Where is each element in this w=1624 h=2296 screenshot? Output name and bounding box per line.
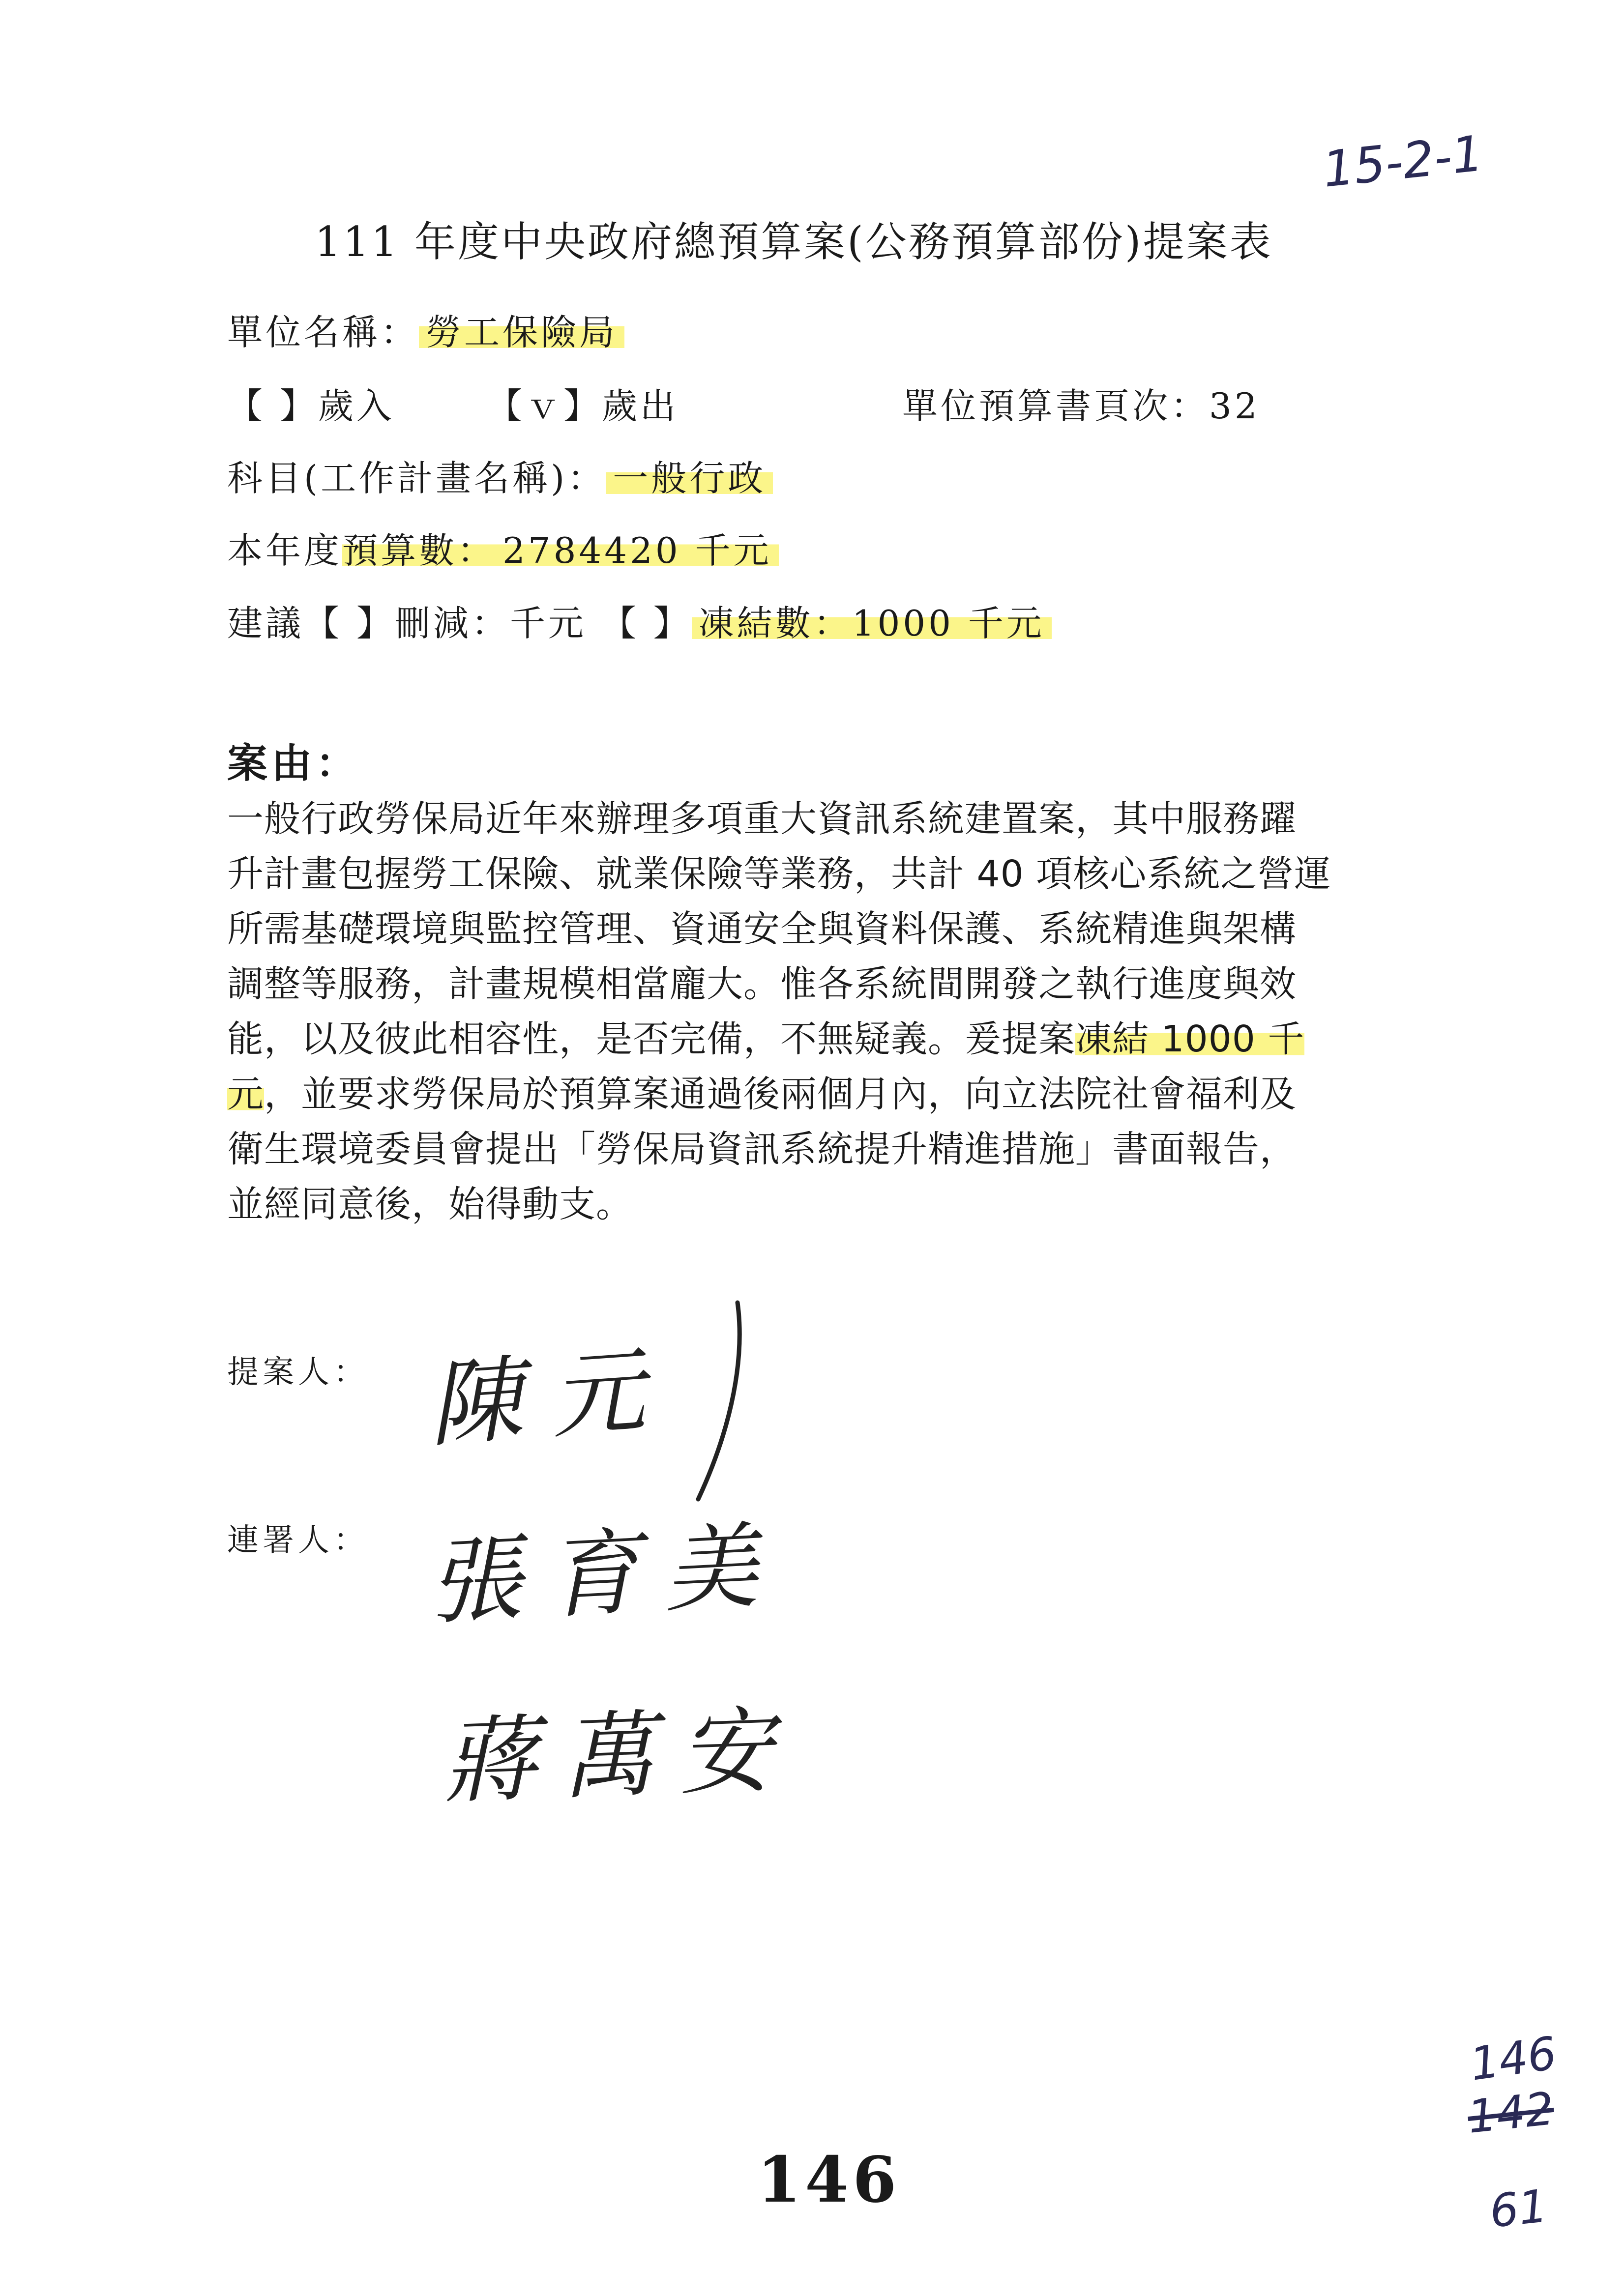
margin-note-top: 146 [1467,2027,1560,2091]
annual-budget-row [227,522,779,573]
reason-line-text: ，並要求勞保局於預算案通過後兩個月內，向立法院社會福利及 [264,1073,1297,1115]
reason-freeze-highlight: 凍結 1000 千 [1075,1018,1305,1060]
proposer-label: 提案人： [227,1354,369,1391]
reason-line [227,1012,1373,1067]
unit-name-row [227,304,624,355]
cosigner-label: 連署人： [227,1522,369,1559]
unit-name-label: 單位名稱： [227,312,419,353]
revenue-label: 歲入 [318,385,395,427]
suggestion-lead: 建議【 】刪減：千元 【 】 [227,603,692,644]
annual-budget-value: 2784420 千元 [502,530,779,571]
reason-heading: 案由： [227,740,360,787]
reason-line: 升計畫包握勞工保險、就業保險等業務，共計 40 項核心系統之營運 [227,853,1331,895]
budget-page-label: 單位預算書頁次： [902,385,1210,427]
proposer-signature: 陳元 [425,1334,678,1460]
expenditure-label: 歲出 [602,385,679,427]
reason-line [227,1067,1373,1122]
budget-page-row [902,378,1260,429]
page-number: 146 [757,2143,901,2217]
reason-line-text: 能，以及彼此相容性，是否完備，不無疑義。爰提案 [227,1018,1075,1060]
expenditure-row [487,378,679,429]
cosigner-signature: 蔣萬安 [441,1695,799,1817]
reason-line: 所需基礎環境與監控管理、資通安全與資料保護、系統精進與架構 [227,908,1297,950]
reason-line: 一般行政勞保局近年來辦理多項重大資訊系統建置案，其中服務躍 [227,798,1297,840]
revenue-checkbox: 【 】 [227,385,318,427]
margin-note-struck: 142 [1465,2082,1557,2144]
expenditure-checkbox: 【ｖ】 [487,385,602,427]
margin-note-bottom: 61 [1487,2180,1550,2238]
handwritten-reference: 15-2-1 [1320,124,1486,199]
reason-line: 並經同意後，始得動支。 [227,1183,633,1225]
subject-label: 科目(工作計畫名稱)： [227,458,606,499]
unit-name-value: 勞工保險局 [419,312,624,353]
reason-freeze-highlight: 元 [227,1073,264,1115]
freeze-label: 凍結數： [692,603,852,644]
reason-body [227,791,1373,1232]
revenue-row [227,378,395,429]
signature-stroke-icon [688,1298,757,1504]
cosigner-signature: 張育美 [425,1511,785,1638]
annual-budget-label: 本年度 [227,530,343,571]
reason-line: 衛生環境委員會提出「勞保局資訊系統提升精進措施」書面報告， [227,1128,1297,1170]
budget-page-value: 32 [1209,385,1260,427]
suggestion-row [227,595,1052,646]
reason-line: 調整等服務，計畫規模相當龐大。惟各系統間開發之執行進度與效 [227,963,1297,1005]
subject-row [227,450,773,501]
freeze-value: 1000 千元 [852,603,1052,644]
annual-budget-label-highlight: 預算數： [342,530,502,571]
subject-value: 一般行政 [606,458,773,499]
page-title: 111 年度中央政府總預算案(公務預算部份)提案表 [315,218,1273,266]
